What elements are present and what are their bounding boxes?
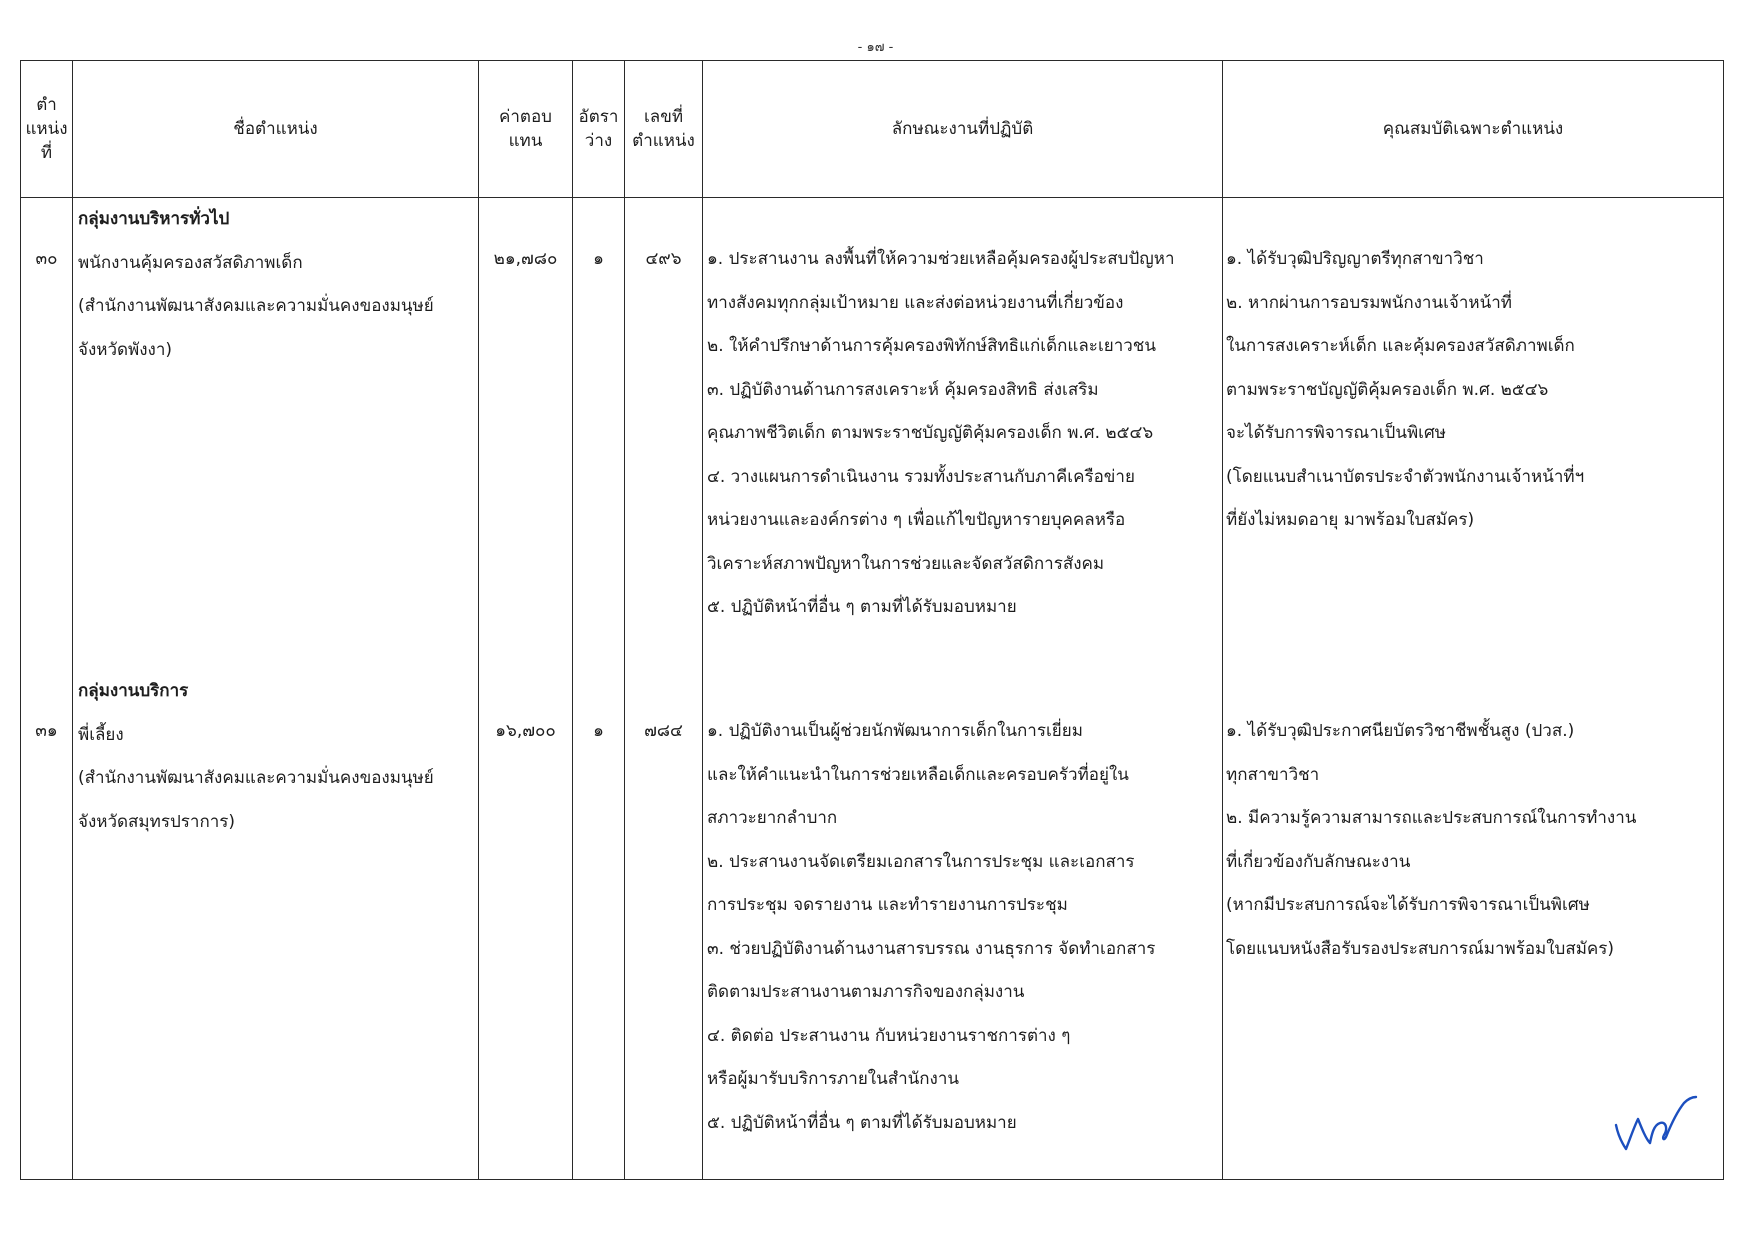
positions-table <box>20 60 1724 1180</box>
group-title: กลุ่มงานบริการ <box>78 681 189 701</box>
order-number: ๓๐ <box>35 249 58 269</box>
header-order: ตำ แหน่ง ที่ <box>21 61 73 198</box>
duty-line: ๓. ช่วยปฏิบัติงานด้านงานสารบรรณ งานธุรการ จัดทำเอกสาร <box>707 938 1156 959</box>
position-name: พี่เลี้ยง <box>78 724 124 745</box>
header-name: ชื่อตำแหน่ง <box>73 61 479 198</box>
page-number: - ๑๗ - <box>857 40 894 55</box>
qualification-line: ๑. ได้รับวุฒิประกาศนียบัตรวิชาชีพชั้นสูง (ปวส.) <box>1226 721 1575 741</box>
duty-line: ๕. ปฏิบัติหน้าที่อื่น ๆ ตามที่ได้รับมอบหมาย <box>707 597 1017 617</box>
vacancy-value: ๑ <box>593 721 604 741</box>
qualification-line: ในการสงเคราะห์เด็ก และคุ้มครองสวัสดิภาพเด็ก <box>1226 336 1575 356</box>
duty-line: คุณภาพชีวิตเด็ก ตามพระราชบัญญัติคุ้มครองเด็ก พ.ศ. ๒๕๔๖ <box>707 423 1154 443</box>
header-qualifications: คุณสมบัติเฉพาะตำแหน่ง <box>1223 61 1724 198</box>
salary-value: ๒๑,๗๘๐ <box>493 249 558 269</box>
header-row <box>21 61 1724 198</box>
qualification-line: ๒. หากผ่านการอบรมพนักงานเจ้าหน้าที่ <box>1226 292 1512 313</box>
position-name: พนักงานคุ้มครองสวัสดิภาพเด็ก <box>78 252 303 273</box>
handwritten-signature <box>1608 1083 1698 1158</box>
qualification-line: โดยแนบหนังสือรับรองประสบการณ์มาพร้อมใบสมัคร) <box>1226 938 1615 959</box>
agency-line: (สำนักงานพัฒนาสังคมและความมั่นคงของมนุษย์ <box>78 296 434 316</box>
signature-stroke <box>1616 1097 1696 1149</box>
header-position-no: เลขที่ ตำแหน่ง <box>625 61 703 198</box>
qualification-line: ๒. มีความรู้ความสามารถและประสบการณ์ในการทำงาน <box>1226 808 1637 828</box>
qualification-line: ๑. ได้รับวุฒิปริญญาตรีทุกสาขาวิชา <box>1226 249 1484 269</box>
duty-line: และให้คำแนะนำในการช่วยเหลือเด็กและครอบครัวที่อยู่ใน <box>707 764 1129 785</box>
duty-line: ๒. ประสานงานจัดเตรียมเอกสารในการประชุม และเอกสาร <box>707 851 1135 872</box>
qualification-line: จะได้รับการพิจารณาเป็นพิเศษ <box>1226 423 1446 443</box>
duty-line: หรือผู้มารับบริการภายในสำนักงาน <box>707 1069 960 1089</box>
duty-line: ๑. ประสานงาน ลงพื้นที่ให้ความช่วยเหลือคุ้มครองผู้ประสบปัญหา <box>707 249 1175 269</box>
header-salary: ค่าตอบ แทน <box>479 61 573 198</box>
position-no-value: ๔๙๖ <box>645 249 682 269</box>
qualification-line: ทุกสาขาวิชา <box>1226 764 1320 785</box>
duty-line: ทางสังคมทุกกลุ่มเป้าหมาย และส่งต่อหน่วยงานที่เกี่ยวข้อง <box>707 292 1124 313</box>
qualification-line: (หากมีประสบการณ์จะได้รับการพิจารณาเป็นพิเศษ <box>1226 895 1590 915</box>
duty-line: การประชุม จดรายงาน และทำรายงานการประชุม <box>707 895 1068 915</box>
vacancy-value: ๑ <box>593 249 604 269</box>
qualification-line: ที่ยังไม่หมดอายุ มาพร้อมใบสมัคร) <box>1226 510 1475 530</box>
duty-line: วิเคราะห์สภาพปัญหาในการช่วยและจัดสวัสดิการสังคม <box>707 553 1105 574</box>
qualification-line: ตามพระราชบัญญัติคุ้มครองเด็ก พ.ศ. ๒๕๔๖ <box>1226 379 1549 400</box>
position-no-cell <box>625 198 703 1180</box>
agency-line: (สำนักงานพัฒนาสังคมและความมั่นคงของมนุษย์ <box>78 768 434 788</box>
header-vacancy: อัตรา ว่าง <box>573 61 625 198</box>
duty-line: ๕. ปฏิบัติหน้าที่อื่น ๆ ตามที่ได้รับมอบหมาย <box>707 1112 1017 1133</box>
duty-line: ๓. ปฏิบัติงานด้านการสงเคราะห์ คุ้มครองสิทธิ ส่งเสริม <box>707 379 1099 400</box>
duty-line: ติดตามประสานงานตามภารกิจของกลุ่มงาน <box>707 982 1025 1002</box>
vacancy-cell <box>573 198 625 1180</box>
salary-value: ๑๖,๗๐๐ <box>495 721 556 741</box>
header-duties: ลักษณะงานที่ปฏิบัติ <box>703 61 1223 198</box>
group-title: กลุ่มงานบริหารทั่วไป <box>78 209 230 229</box>
duties-cell <box>703 198 1223 1180</box>
salary-cell <box>479 198 573 1180</box>
position-no-value: ๗๘๔ <box>644 721 683 741</box>
duty-line: ๔. ติดต่อ ประสานงาน กับหน่วยงานราชการต่าง ๆ <box>707 1025 1071 1046</box>
duty-line: หน่วยงานและองค์กรต่าง ๆ เพื่อแก้ไขปัญหารายบุคคลหรือ <box>707 510 1126 530</box>
order-number: ๓๑ <box>35 721 58 741</box>
duty-line: สภาวะยากลำบาก <box>707 808 838 828</box>
qualification-line: (โดยแนบสำเนาบัตรประจำตัวพนักงานเจ้าหน้าที่ฯ <box>1226 466 1585 487</box>
agency-line: จังหวัดสมุทรปราการ) <box>78 811 236 832</box>
duty-line: ๑. ปฏิบัติงานเป็นผู้ช่วยนักพัฒนาการเด็กในการเยี่ยม <box>707 721 1083 741</box>
agency-line: จังหวัดพังงา) <box>78 339 173 360</box>
duty-line: ๔. วางแผนการดำเนินงาน รวมทั้งประสานกับภาคีเครือข่าย <box>707 466 1135 487</box>
qualifications-cell <box>1223 198 1724 1180</box>
name-cell <box>73 198 479 1180</box>
qualification-line: ที่เกี่ยวข้องกับลักษณะงาน <box>1226 851 1411 872</box>
table-row <box>21 198 1724 1180</box>
duty-line: ๒. ให้คำปรึกษาด้านการคุ้มครองพิทักษ์สิทธิแก่เด็กและเยาวชน <box>707 336 1156 356</box>
order-cell <box>21 198 73 1180</box>
